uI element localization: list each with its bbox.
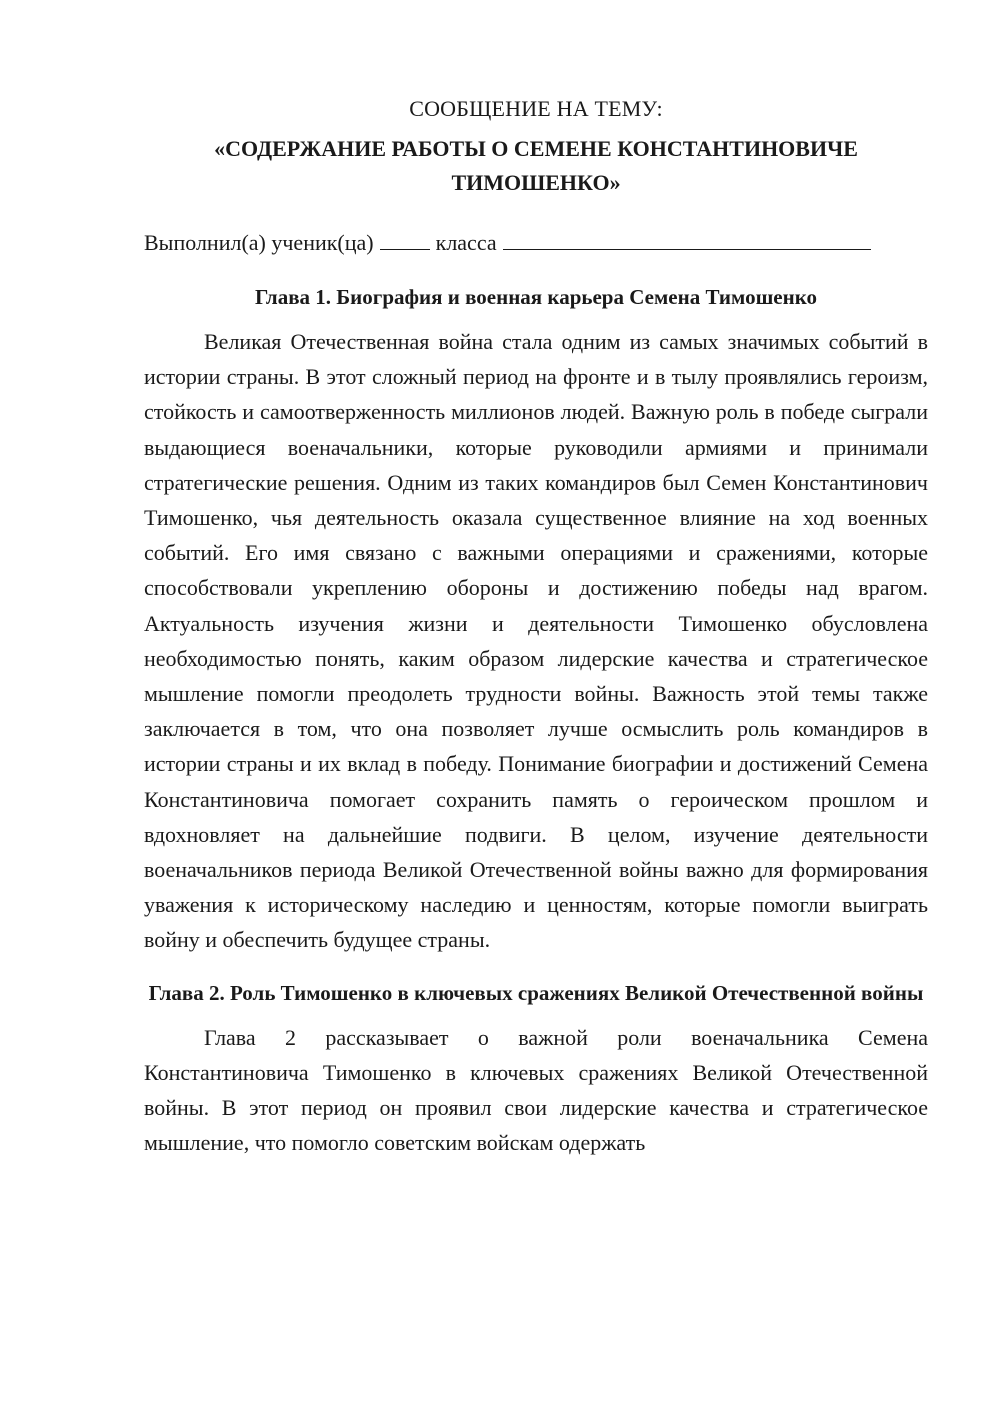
document-content (144, 92, 928, 1160)
document-title: «СОДЕРЖАНИЕ РАБОТЫ О СЕМЕНЕ КОНСТАНТИНОВИЧЕ ТИМОШЕНКО» (214, 136, 858, 195)
author-class-label: класса (435, 230, 497, 255)
author-line (144, 226, 928, 260)
author-prefix: Выполнил(а) ученик(ца) (144, 230, 374, 255)
document-title-line: СООБЩЕНИЕ НА ТЕМУ: (409, 96, 663, 121)
chapter-2-paragraph: Глава 2 рассказывает о важной роли военачальника Семена Константиновича Тимошенко в ключевых сражениях Великой Отечественной войны. В этот период он проявил свои лидерские качества и стратегическое мышление, что помогло советским войскам одержать (144, 1024, 928, 1156)
chapter-1-paragraph: Великая Отечественная война стала одним из самых значимых событий в истории страны. В этот сложный период на фронте и в тылу проявлялись героизм, стойкость и самоотверженность миллионов людей. Важную роль в победе сыграли выдающиеся военачальники, которые руководили армиями и принимали стратегические решения. Одним из таких командиров был Семен Константинович Тимошенко, чья деятельность оказала существенное влияние на ход военных событий. Его имя связано с важными операциями и сражениями, которые способствовали укреплению обороны и достижению победы над врагом. Актуальность изучения жизни и деятельности Тимошенко обусловлена необходимостью понять, каким образом лидерские качества и стратегическое мышление помогли преодолеть трудности войны. Важность этой темы также заключается в том, что она позволяет лучше осмыслить роль командиров в истории страны и их вклад в победу. Понимание биографии и достижений Семена Константиновича помогает сохранить память о героическом прошлом и вдохновляет на дальнейшие подвиги. В целом, изучение деятельности военачальников периода Великой Отечественной войны важно для формирования уважения к историческому наследию и ценностям, которые помогли выиграть войну и обеспечить будущее страны. (144, 329, 928, 953)
chapter-2-heading: Глава 2. Роль Тимошенко в ключевых сражениях Великой Отечественной войны (148, 980, 924, 1005)
chapter-1-heading: Глава 1. Биография и военная карьера Семена Тимошенко (254, 285, 818, 309)
grade-blank (380, 227, 430, 250)
name-blank (503, 227, 871, 250)
